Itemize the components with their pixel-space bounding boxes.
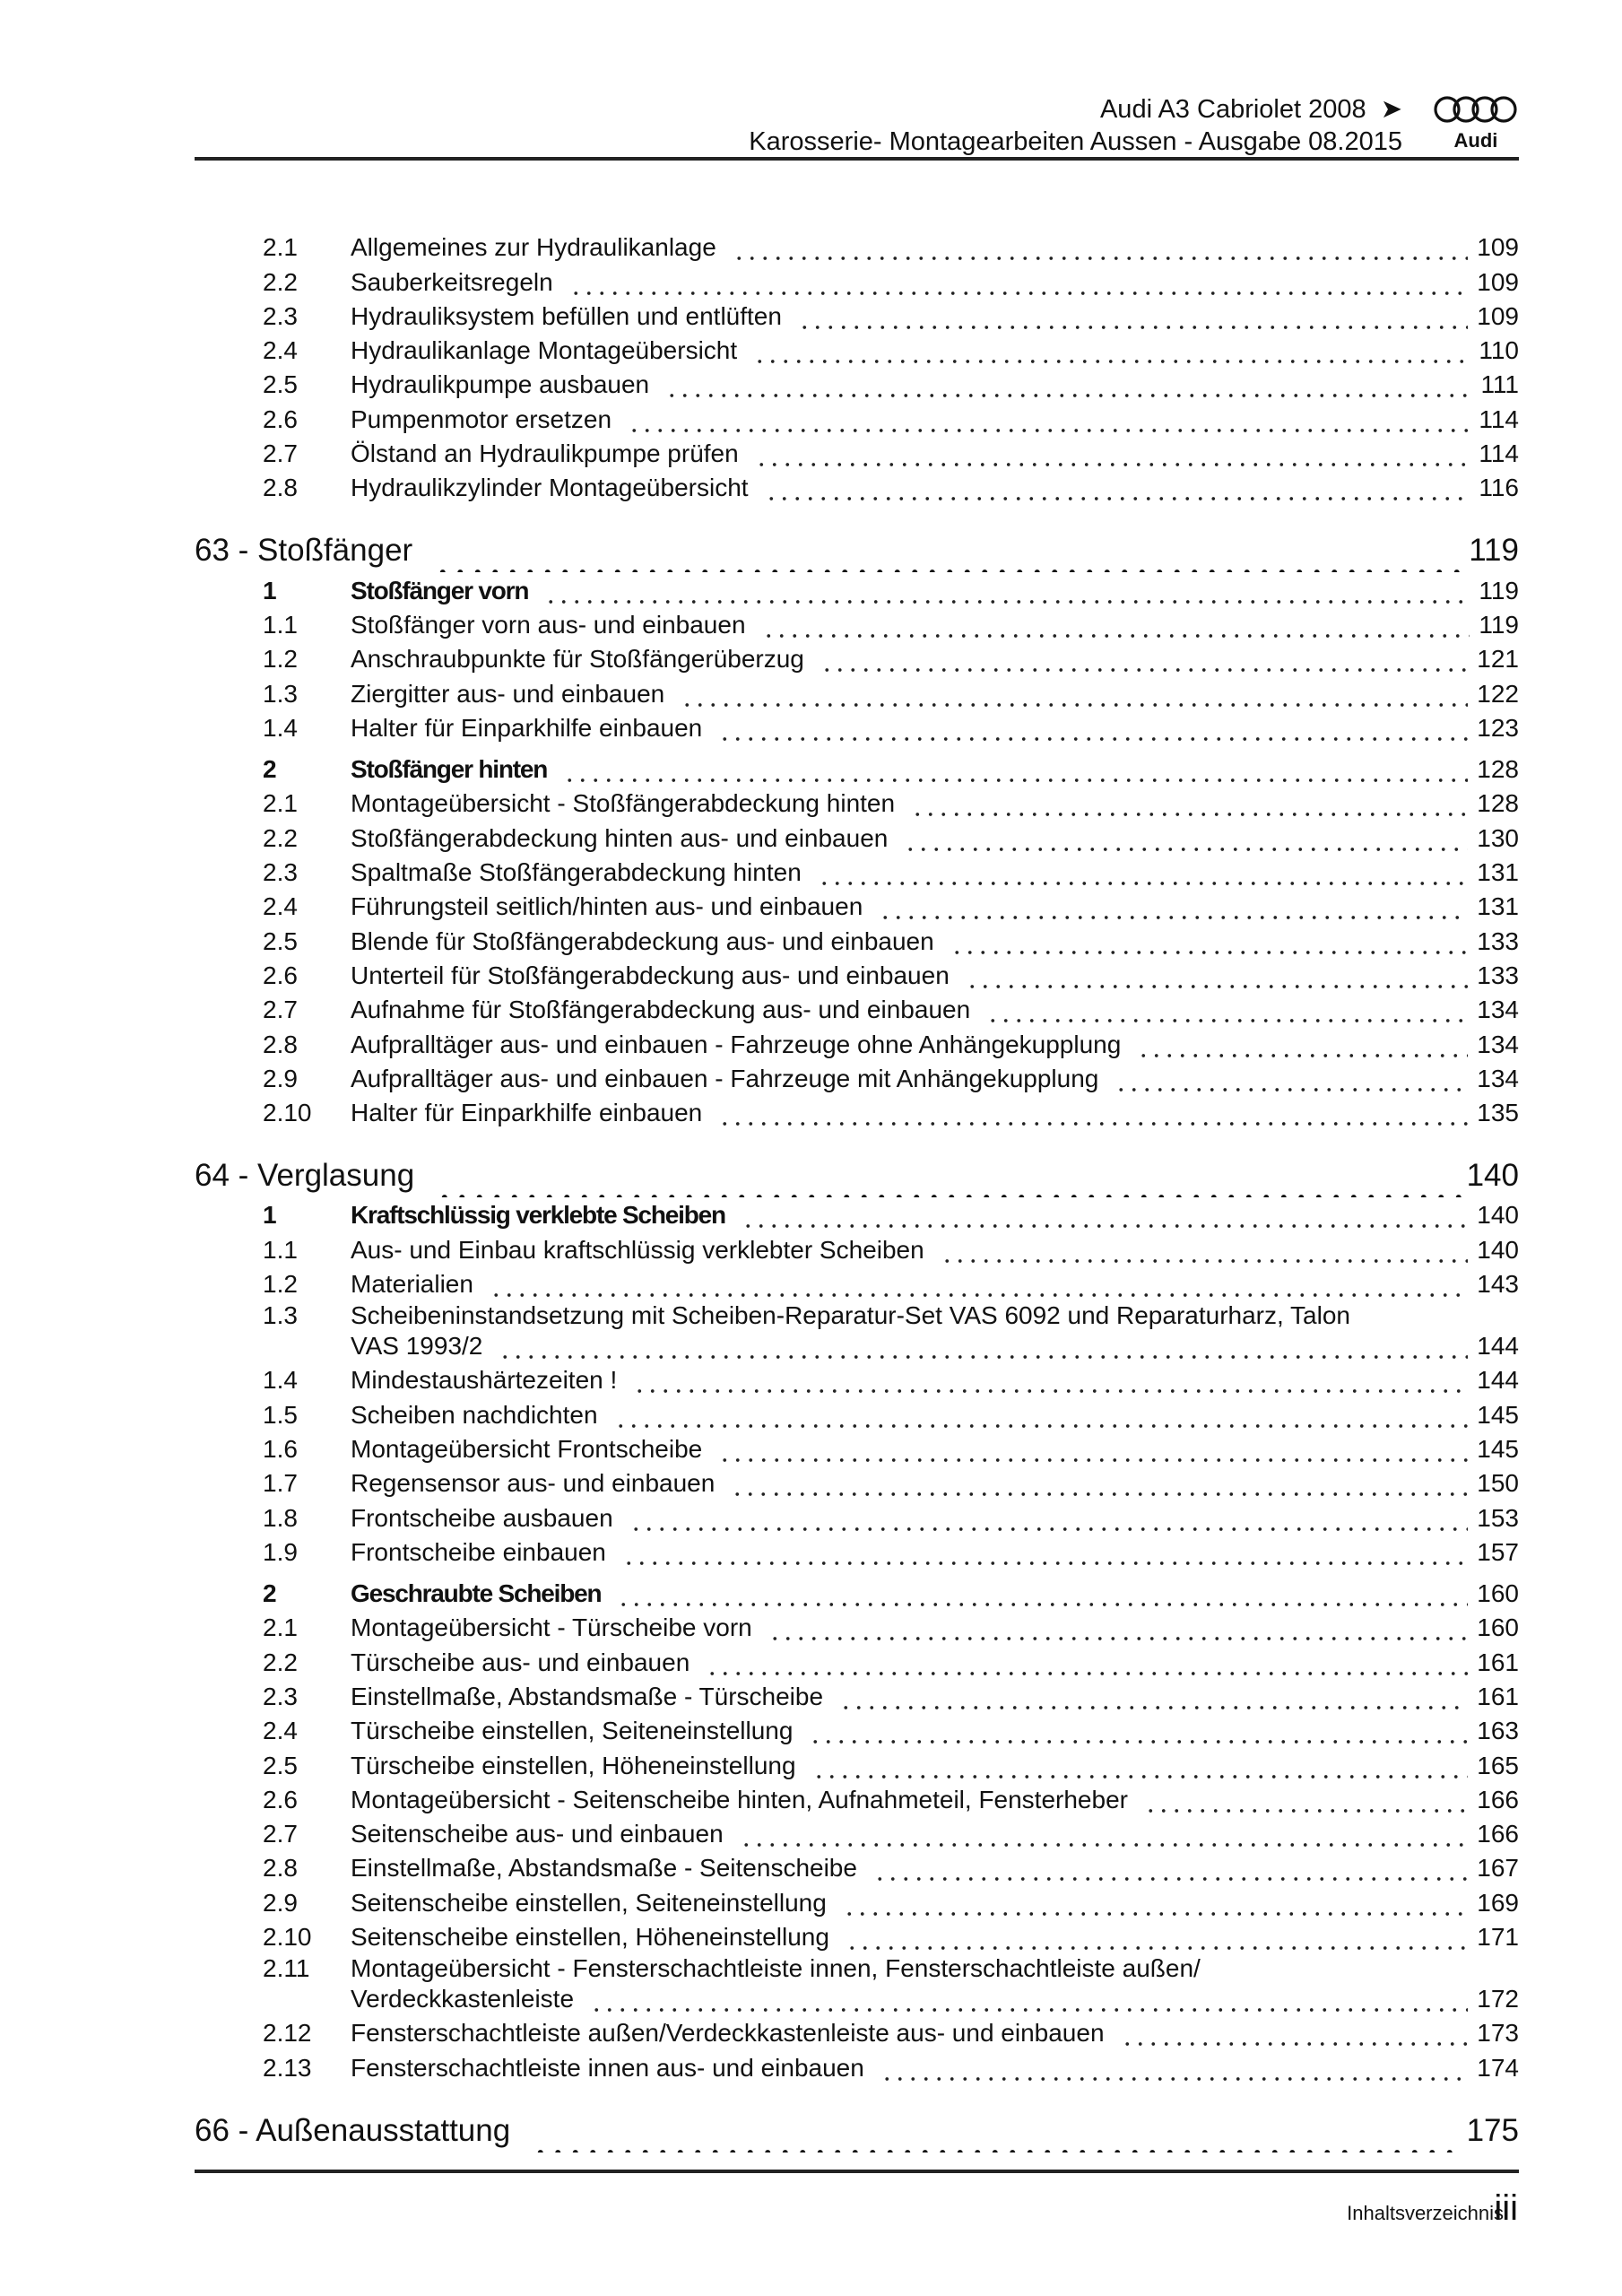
dot-leader <box>762 608 1470 642</box>
entry-number: 2.1 <box>263 789 298 818</box>
entry-title: Halter für Einparkhilfe einbauen <box>351 713 703 742</box>
dot-leader <box>879 890 1468 924</box>
entry-number: 2.5 <box>263 1751 298 1779</box>
dot-leader <box>911 787 1468 821</box>
page-number: 134 <box>1477 1030 1519 1058</box>
toc-entry[interactable] <box>195 608 1519 642</box>
page-number: 166 <box>1477 1785 1519 1813</box>
header-model: Audi A3 Cabriolet 2008 <box>1099 95 1366 124</box>
entry-title: Hydrauliksystem befüllen und entlüften <box>351 301 782 330</box>
entry-title: Aufnahme für Stoßfängerabdeckung aus- und einbauen <box>351 996 971 1024</box>
entry-number: 2.6 <box>263 1785 298 1813</box>
toc-entry[interactable] <box>195 368 1519 402</box>
entry-title: Einstellmaße, Abstandsmaße - Türscheibe <box>351 1682 824 1710</box>
page-number: 140 <box>1477 1201 1519 1230</box>
dot-leader <box>499 1329 1468 1363</box>
dot-leader <box>742 1198 1468 1232</box>
entry-number: 2.12 <box>263 2019 312 2048</box>
dot-leader <box>941 1233 1469 1267</box>
entry-title: Einstellmaße, Abstandsmaße - Seitenscheibe <box>351 1854 857 1883</box>
entry-number: 2.1 <box>263 1613 298 1642</box>
toc-entry[interactable] <box>195 1301 1519 1363</box>
toc-entry[interactable] <box>195 821 1519 855</box>
dot-leader <box>490 1267 1468 1301</box>
page-number: 116 <box>1479 474 1519 502</box>
dot-leader <box>839 1680 1468 1714</box>
entry-number: 2.3 <box>263 301 298 330</box>
entry-title: Montageübersicht - Stoßfängerabdeckung hinten <box>351 789 896 818</box>
dot-leader <box>1144 1783 1468 1817</box>
dot-leader <box>622 1535 1468 1570</box>
entry-number: 2.2 <box>263 823 298 852</box>
toc-entry[interactable] <box>195 1920 1519 1954</box>
dot-leader <box>846 1920 1468 1954</box>
toc-entry[interactable] <box>195 1535 1519 1570</box>
page-number: 143 <box>1477 1270 1519 1299</box>
table-of-contents <box>195 230 1519 2153</box>
entry-number: 1.4 <box>263 713 298 742</box>
entry-title: Geschraubte Scheiben <box>351 1579 602 1608</box>
entry-title: Aus- und Einbau kraftschlüssig verklebter Scheiben <box>351 1235 924 1264</box>
entry-title: Frontscheibe einbauen <box>351 1537 606 1566</box>
entry-number: 2 <box>263 755 276 784</box>
dot-leader <box>765 471 1470 505</box>
entry-title: Allgemeines zur Hydraulikanlage <box>351 233 716 262</box>
entry-title: Regensensor aus- und einbauen <box>351 1469 716 1498</box>
entry-number: 1.2 <box>263 645 298 674</box>
dot-leader <box>434 538 1463 572</box>
toc-chapter[interactable] <box>195 2109 1519 2152</box>
entry-title: Stoßfängerabdeckung hinten aus- und einbauen <box>351 823 889 852</box>
footer-section: Inhaltsverzeichnis <box>1347 2202 1504 2224</box>
entry-title: Unterteil für Stoßfängerabdeckung aus- und einbauen <box>351 961 950 989</box>
entry-number: 2.4 <box>263 1717 298 1745</box>
toc-entry[interactable] <box>195 334 1519 368</box>
dot-leader <box>733 230 1469 265</box>
entry-title: Fensterschachtleiste innen aus- und einbauen <box>351 2053 864 2082</box>
toc-chapter[interactable] <box>195 529 1519 572</box>
entry-number: 1.2 <box>263 1270 298 1299</box>
entry-title: Spaltmaße Stoßfängerabdeckung hinten <box>351 858 802 887</box>
entry-title-continued: VAS 1993/2 <box>351 1332 483 1361</box>
dot-leader <box>436 1163 1461 1197</box>
footer-page-number: iii <box>1494 2188 1518 2228</box>
entry-number: 1.3 <box>263 679 298 708</box>
dot-leader <box>873 1851 1468 1885</box>
entry-title: Materialien <box>351 1270 473 1299</box>
entry-number: 2.7 <box>263 1820 298 1848</box>
audi-logo <box>1433 93 1519 151</box>
page-number: 114 <box>1479 439 1519 468</box>
toc-chapter[interactable] <box>195 1154 1519 1197</box>
toc-entry[interactable] <box>195 1232 1519 1266</box>
toc-entry[interactable] <box>195 1783 1519 1817</box>
entry-number: 2.10 <box>263 1099 312 1127</box>
entry-title: Pumpenmotor ersetzen <box>351 404 612 433</box>
page-number: 109 <box>1477 301 1519 330</box>
entry-number: 2.8 <box>263 1854 298 1883</box>
dot-leader <box>1121 2016 1469 2050</box>
dot-leader <box>718 711 1468 745</box>
page-number: 167 <box>1477 1854 1519 1883</box>
entry-number: 2 <box>263 1579 276 1608</box>
entry-number: 1.7 <box>263 1469 298 1498</box>
page-number: 173 <box>1477 2019 1519 2048</box>
entry-number: 2.13 <box>263 2053 312 2082</box>
entry-title: Türscheibe aus- und einbauen <box>351 1648 690 1676</box>
dot-leader <box>768 1611 1469 1645</box>
dot-leader <box>628 403 1470 437</box>
entry-number: 2.5 <box>263 926 298 955</box>
dot-leader <box>820 642 1468 676</box>
page-number: 144 <box>1477 1366 1519 1395</box>
entry-number: 2.1 <box>263 233 298 262</box>
entry-title: Scheibeninstandsetzung mit Scheiben-Reparatur-Set VAS 6092 und Reparaturharz, Talon <box>351 1301 1350 1330</box>
page-number: 160 <box>1477 1579 1519 1608</box>
entry-number: 2.5 <box>263 370 298 399</box>
dot-leader <box>569 265 1469 300</box>
entry-title: Seitenscheibe einstellen, Seiteneinstellung <box>351 1888 827 1917</box>
toc-entry[interactable] <box>195 959 1519 993</box>
page-number: 128 <box>1477 755 1519 784</box>
chapter-title: 63 - Stoßfänger <box>195 533 413 569</box>
entry-title: Seitenscheibe einstellen, Höheneinstellung <box>351 1923 829 1952</box>
entry-title: Aufpralltäger aus- und einbauen - Fahrzeuge ohne Anhängekupplung <box>351 1030 1122 1058</box>
dot-leader <box>629 1501 1469 1535</box>
svg-text:Audi: Audi <box>1453 129 1498 151</box>
entry-number: 1.5 <box>263 1400 298 1429</box>
dot-leader <box>617 1577 1468 1611</box>
entry-number: 1.8 <box>263 1503 298 1532</box>
page-number: 110 <box>1479 336 1519 365</box>
entry-number: 1.1 <box>263 1235 298 1264</box>
entry-number: 2.2 <box>263 1648 298 1676</box>
toc-entry[interactable] <box>195 711 1519 745</box>
toc-entry[interactable] <box>195 2050 1519 2084</box>
page-number: 133 <box>1477 961 1519 989</box>
entry-title: Blende für Stoßfängerabdeckung aus- und einbauen <box>351 926 934 955</box>
page-number: 133 <box>1477 926 1519 955</box>
page-number: 122 <box>1477 679 1519 708</box>
page-number: 157 <box>1477 1537 1519 1566</box>
toc-entry[interactable] <box>195 1954 1519 2016</box>
toc-entry[interactable] <box>195 787 1519 821</box>
page-number: 131 <box>1477 892 1519 921</box>
entry-title: Hydraulikpumpe ausbauen <box>351 370 650 399</box>
page-number: 135 <box>1477 1099 1519 1127</box>
page-number: 128 <box>1477 789 1519 818</box>
entry-number: 2.8 <box>263 1030 298 1058</box>
page-number: 134 <box>1477 1064 1519 1092</box>
entry-title: Sauberkeitsregeln <box>351 267 553 296</box>
dot-leader <box>633 1363 1468 1397</box>
entry-number: 1 <box>263 576 276 604</box>
entry-title: Türscheibe einstellen, Seiteneinstellung <box>351 1717 794 1745</box>
dot-leader <box>731 1466 1468 1500</box>
entry-number: 2.4 <box>263 336 298 365</box>
page-number: 169 <box>1477 1888 1519 1917</box>
dot-leader <box>665 368 1471 402</box>
page-number: 175 <box>1466 2112 1519 2148</box>
toc-entry[interactable] <box>195 642 1519 676</box>
dot-leader <box>904 822 1468 856</box>
chapter-title: 66 - Außenausstattung <box>195 2112 511 2148</box>
dot-leader <box>812 1749 1469 1783</box>
dot-leader <box>718 1096 1468 1130</box>
dot-leader <box>532 2118 1461 2152</box>
entry-title-continued: Verdeckkastenleiste <box>351 1985 575 2013</box>
entry-title: Montageübersicht - Türscheibe vorn <box>351 1613 752 1642</box>
entry-title: Halter für Einparkhilfe einbauen <box>351 1099 703 1127</box>
dot-leader <box>590 1982 1468 2016</box>
entry-title: Stoßfänger vorn <box>351 576 529 604</box>
toc-entry[interactable] <box>195 1397 1519 1431</box>
page-number: 145 <box>1477 1434 1519 1463</box>
page-number: 161 <box>1477 1648 1519 1676</box>
footer-rule <box>195 2170 1519 2173</box>
entry-title: Montageübersicht - Seitenscheibe hinten, Aufnahmeteil, Fensterheber <box>351 1785 1128 1813</box>
entry-title: Scheiben nachdichten <box>351 1400 598 1429</box>
entry-number: 2.4 <box>263 892 298 921</box>
entry-title: Anschraubpunkte für Stoßfängerüberzug <box>351 645 804 674</box>
entry-number: 2.9 <box>263 1064 298 1092</box>
entry-title: Stoßfänger hinten <box>351 755 548 784</box>
entry-title: Seitenscheibe aus- und einbauen <box>351 1820 724 1848</box>
entry-title: Kraftschlüssig verklebte Scheiben <box>351 1201 725 1230</box>
entry-number: 2.8 <box>263 474 298 502</box>
dot-leader <box>755 437 1470 471</box>
entry-number: 1.4 <box>263 1366 298 1395</box>
toc-section[interactable] <box>195 1577 1519 1611</box>
toc-entry[interactable] <box>195 924 1519 958</box>
entry-number: 2.9 <box>263 1888 298 1917</box>
entry-title: Hydraulikanlage Montageübersicht <box>351 336 738 365</box>
toc-entry[interactable] <box>195 1714 1519 1748</box>
entry-number: 2.10 <box>263 1923 312 1952</box>
page-number: 140 <box>1477 1235 1519 1264</box>
page-number: 172 <box>1477 1985 1519 2013</box>
page-number: 161 <box>1477 1682 1519 1710</box>
toc-entry[interactable] <box>195 402 1519 436</box>
dot-leader <box>843 1886 1468 1920</box>
toc-entry[interactable] <box>195 856 1519 890</box>
toc-entry[interactable] <box>195 993 1519 1027</box>
dot-leader <box>818 856 1469 890</box>
toc-entry[interactable] <box>195 230 1519 265</box>
entry-title: Ölstand an Hydraulikpumpe prüfen <box>351 439 739 468</box>
page-number: 166 <box>1477 1820 1519 1848</box>
dot-leader <box>798 300 1468 334</box>
entry-number: 2.2 <box>263 267 298 296</box>
toc-entry[interactable] <box>195 1096 1519 1130</box>
entry-number: 2.3 <box>263 1682 298 1710</box>
page-number: 109 <box>1477 233 1519 262</box>
entry-title: Montageübersicht - Fensterschachtleiste innen, Fensterschachtleiste außen/ <box>351 1954 1201 1983</box>
page-number: 119 <box>1469 533 1519 569</box>
entry-title: Hydraulikzylinder Montageübersicht <box>351 474 749 502</box>
toc-entry[interactable] <box>195 300 1519 334</box>
dot-leader <box>718 1432 1468 1466</box>
toc-entry[interactable] <box>195 1432 1519 1466</box>
toc-entry[interactable] <box>195 1363 1519 1397</box>
page-number: 130 <box>1477 823 1519 852</box>
entry-title: Fensterschachtleiste außen/Verdeckkastenleiste aus- und einbauen <box>351 2019 1105 2048</box>
page-number: 121 <box>1477 645 1519 674</box>
toc-entry[interactable] <box>195 1611 1519 1645</box>
page-number: 144 <box>1477 1332 1519 1361</box>
dot-leader <box>614 1398 1469 1432</box>
entry-number: 1.1 <box>263 610 298 639</box>
dot-leader <box>544 574 1470 608</box>
page-number: 109 <box>1477 267 1519 296</box>
entry-number: 2.11 <box>263 1954 310 1983</box>
page-number: 150 <box>1477 1469 1519 1498</box>
entry-number: 2.6 <box>263 961 298 989</box>
page-number: 174 <box>1477 2053 1519 2082</box>
header-subtitle: Karosserie- Montagearbeiten Aussen - Ausgabe 08.2015 <box>749 127 1402 156</box>
entry-title: Türscheibe einstellen, Höheneinstellung <box>351 1751 796 1779</box>
entry-title: Aufpralltäger aus- und einbauen - Fahrzeuge mit Anhängekupplung <box>351 1064 1099 1092</box>
entry-title: Frontscheibe ausbauen <box>351 1503 613 1532</box>
entry-title: Montageübersicht Frontscheibe <box>351 1434 703 1463</box>
toc-entry[interactable] <box>195 1267 1519 1301</box>
page-number: 140 <box>1466 1158 1519 1194</box>
entry-number: 1.3 <box>263 1301 298 1330</box>
toc-entry[interactable] <box>195 437 1519 471</box>
page-number: 111 <box>1480 370 1519 399</box>
page-number: 119 <box>1479 610 1519 639</box>
dot-leader <box>880 2051 1468 2085</box>
dot-leader <box>986 993 1468 1027</box>
page-number: 145 <box>1477 1400 1519 1429</box>
toc-entry[interactable] <box>195 676 1519 710</box>
entry-title: Mindestaushärtezeiten ! <box>351 1366 618 1395</box>
entry-number: 2.7 <box>263 996 298 1024</box>
page-number: 119 <box>1479 576 1519 604</box>
entry-number: 2.7 <box>263 439 298 468</box>
entry-number: 1.6 <box>263 1434 298 1463</box>
dot-leader <box>1137 1028 1468 1062</box>
dot-leader <box>563 752 1468 787</box>
page-number: 114 <box>1479 404 1519 433</box>
dot-leader <box>966 959 1469 993</box>
toc-entry[interactable] <box>195 890 1519 924</box>
toc-entry[interactable] <box>195 2016 1519 2050</box>
entry-title: Stoßfänger vorn aus- und einbauen <box>351 610 746 639</box>
dot-leader <box>681 677 1468 711</box>
toc-entry[interactable] <box>195 1885 1519 1919</box>
header-rule <box>195 157 1519 161</box>
entry-number: 1 <box>263 1201 276 1230</box>
entry-number: 2.3 <box>263 858 298 887</box>
toc-entry[interactable] <box>195 1748 1519 1782</box>
toc-entry[interactable] <box>195 1817 1519 1851</box>
page-number: 134 <box>1477 996 1519 1024</box>
dot-leader <box>753 334 1470 368</box>
toc-entry[interactable] <box>195 1027 1519 1061</box>
page-number: 153 <box>1477 1503 1519 1532</box>
page-number: 160 <box>1477 1613 1519 1642</box>
page-number: 163 <box>1477 1717 1519 1745</box>
entry-number: 1.9 <box>263 1537 298 1566</box>
page-number: 171 <box>1477 1923 1519 1952</box>
toc-entry[interactable] <box>195 1062 1519 1096</box>
page-number: 123 <box>1477 713 1519 742</box>
page-number: 131 <box>1477 858 1519 887</box>
toc-section[interactable] <box>195 573 1519 607</box>
toc-section[interactable] <box>195 752 1519 787</box>
entry-title: Führungsteil seitlich/hinten aus- und einbauen <box>351 892 863 921</box>
dot-leader <box>950 925 1469 959</box>
entry-number: 2.6 <box>263 404 298 433</box>
toc-section[interactable] <box>195 1198 1519 1232</box>
toc-entry[interactable] <box>195 471 1519 505</box>
toc-entry[interactable] <box>195 1466 1519 1500</box>
dot-leader <box>706 1646 1468 1680</box>
toc-entry[interactable] <box>195 265 1519 299</box>
toc-entry[interactable] <box>195 1645 1519 1679</box>
dot-leader <box>740 1817 1469 1851</box>
page-number: 165 <box>1477 1751 1519 1779</box>
toc-entry[interactable] <box>195 1500 1519 1535</box>
entry-title: Ziergitter aus- und einbauen <box>351 679 665 708</box>
dot-leader <box>1115 1062 1468 1096</box>
arrow-icon: ➤ <box>1380 95 1402 124</box>
dot-leader <box>809 1714 1468 1748</box>
chapter-title: 64 - Verglasung <box>195 1158 415 1194</box>
toc-entry[interactable] <box>195 1680 1519 1714</box>
toc-entry[interactable] <box>195 1851 1519 1885</box>
